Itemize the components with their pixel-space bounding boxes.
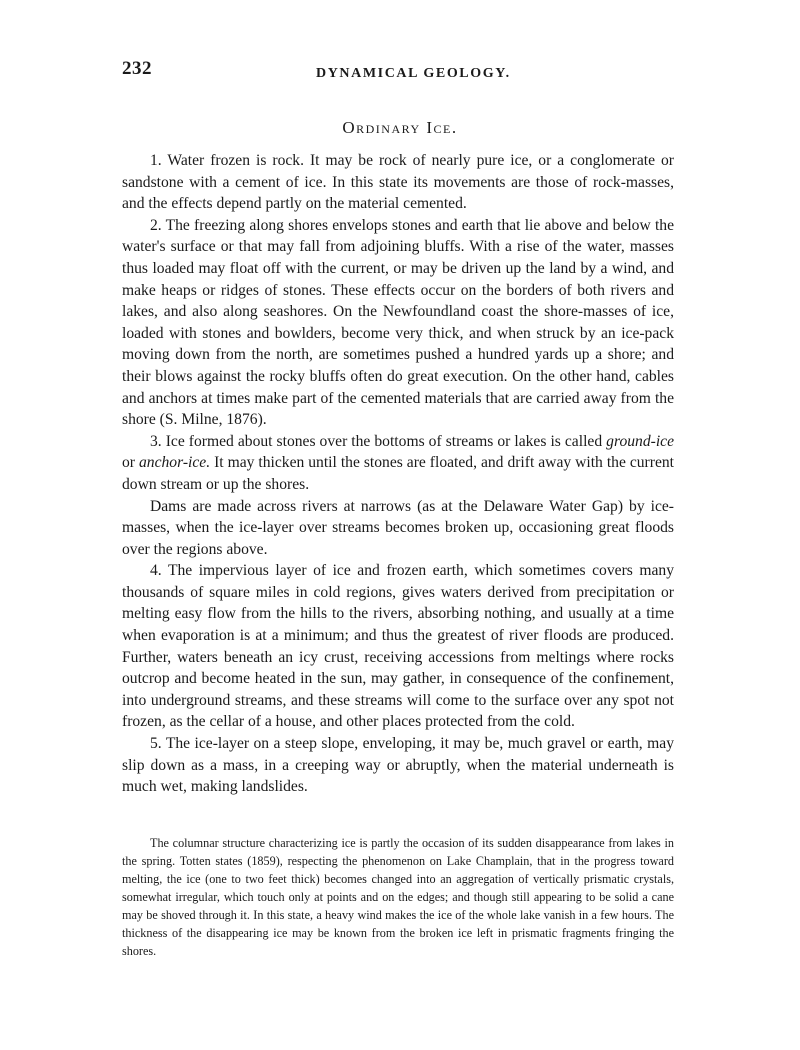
- term-anchor-ice: anchor-ice.: [138, 454, 211, 472]
- paragraph-1: 1. Water frozen is rock. It may be rock of nearly pure ice, or a conglomerate or sandstone with a cement of ice. In this state its movements are those of rock-masses, and the effects depend partly on the material cemented.: [122, 152, 674, 213]
- paragraph-3-lead: 3. Ice formed about stones over the bottoms of streams or lakes is called: [150, 432, 607, 450]
- body-text: [122, 150, 674, 798]
- paragraph-3-tail: It may thicken until the stones are floated, and drift away with the current down stream or up the shores.: [122, 454, 674, 493]
- paragraph-3-mid: or: [122, 454, 139, 472]
- term-ground-ice: ground-ice: [606, 432, 674, 450]
- footnote: [122, 834, 674, 960]
- footnote-text: The columnar structure characterizing ice is partly the occasion of its sudden disappearance from lakes in the spring. Totten states (1859), respecting the phenomenon on Lake Champlain, that in the progress toward melting, the ice (one to two feet thick) becomes changed into an aggregation of vertically prismatic crystals, somewhat irregular, which touch only at points and on the edges; and though still appearing to be solid a cane may be shoved through it. In this state, a heavy wind makes the ice of the whole lake vanish in a few hours. The thickness of the disappearing ice may be known from the broken ice left in prismatic fragments fringing the shores.: [122, 836, 674, 958]
- paragraph-dams: Dams are made across rivers at narrows (as at the Delaware Water Gap) by ice-masses, when the ice-layer over streams becomes broken up, occasioning great floods over the regions above.: [122, 497, 674, 558]
- running-head: DYNAMICAL GEOLOGY.: [316, 66, 511, 81]
- paragraph-5: 5. The ice-layer on a steep slope, enveloping, it may be, much gravel or earth, may slip down as a mass, in a creeping way or abruptly, when the material underneath is much wet, making landslides.: [122, 735, 674, 796]
- paragraph-2: 2. The freezing along shores envelops stones and earth that lie above and below the water's surface or that may fall from adjoining bluffs. With a rise of the water, masses thus loaded may float off with the current, or may be driven up the land by a wind, and make heaps or ridges of stones. These effects occur on the borders of both rivers and lakes, and also along seashores. On the Newfoundland coast the shore-masses of ice, loaded with stones and bowlders, become very thick, and when struck by an ice-pack moving down from the north, are sometimes pushed a hundred yards up a shore; and their blows against the rocky bluffs often do great execution. On the other hand, cables and anchors at times make part of the cemented materials that are carried away from the shore (S. Milne, 1876).: [122, 216, 674, 429]
- section-title: Ordinary Ice.: [342, 118, 458, 137]
- paragraph-4: 4. The impervious layer of ice and frozen earth, which sometimes covers many thousands of square miles in cold regions, gives waters derived from precipitation or melting easy flow from the hills to the rivers, absorbing nothing, and usually at a time when evaporation is at a minimum; and thus the greatest of river floods are produced. Further, waters beneath an icy crust, receiving accessions from meltings where rocks outcrop and become heated in the sun, may gather, in consequence of the confinement, into underground streams, and these streams will come to the surface over any spot not frozen, as the cellar of a house, and other places protected from the cold.: [122, 562, 674, 731]
- page-number: 232: [122, 58, 152, 79]
- paragraph-3: [122, 431, 674, 496]
